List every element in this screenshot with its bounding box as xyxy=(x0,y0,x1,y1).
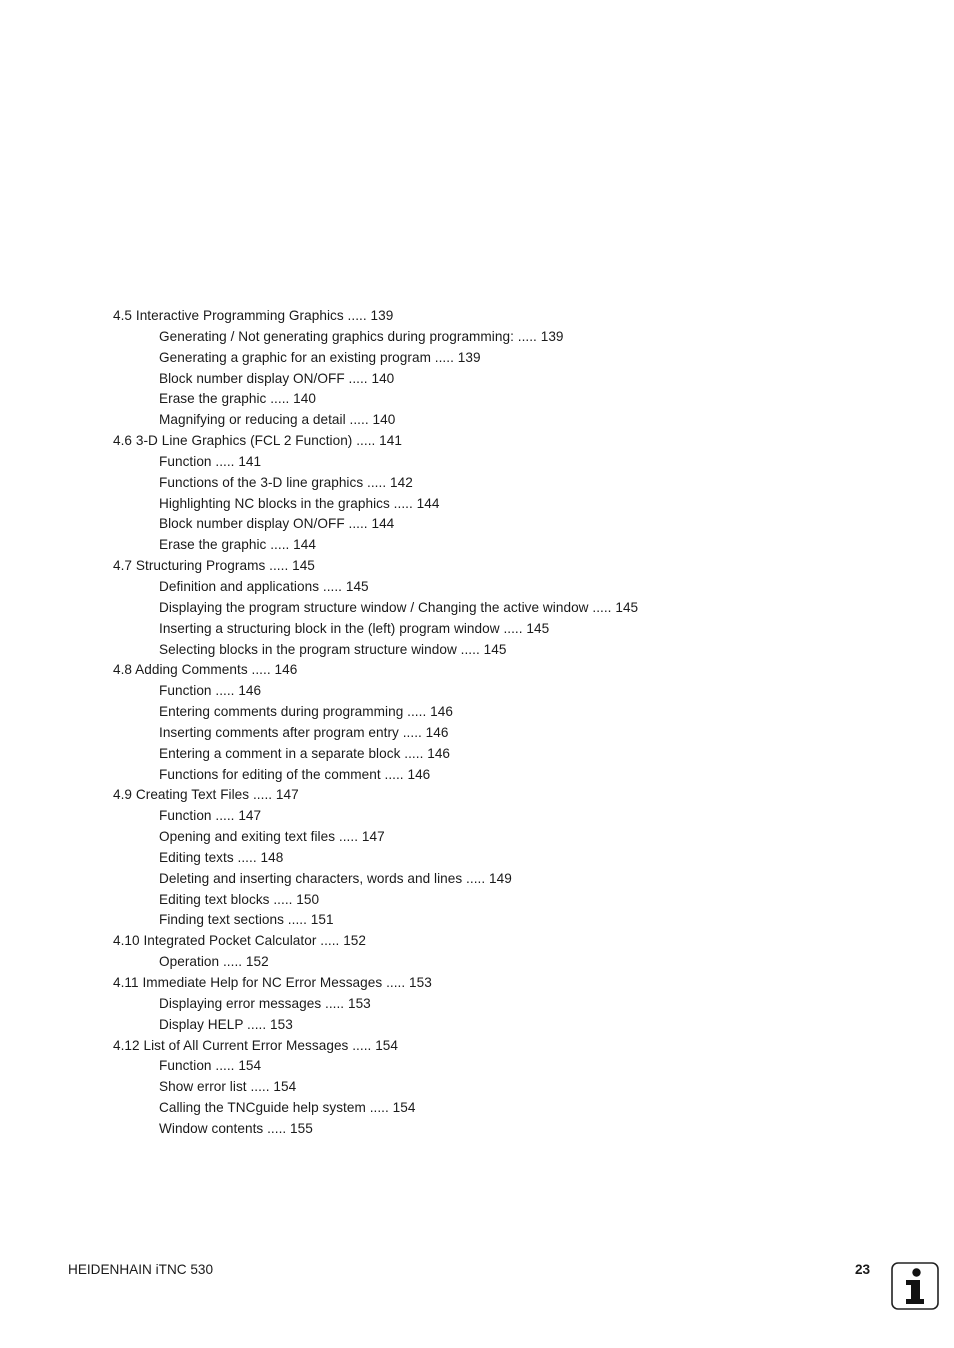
toc-subentry: Magnifying or reducing a detail ..... 140 xyxy=(159,412,396,428)
toc-subentry: Window contents ..... 155 xyxy=(159,1120,313,1136)
toc-subentry: Inserting comments after program entry ..... 146 xyxy=(159,724,449,740)
toc-section-entry: 4.11 Immediate Help for NC Error Messages ..... 153 xyxy=(113,975,432,990)
toc-subentry: Function ..... 146 xyxy=(159,683,262,699)
toc-subentry: Finding text sections ..... 151 xyxy=(159,912,334,928)
toc-subentry: Selecting blocks in the program structure window ..... 145 xyxy=(159,641,507,657)
toc-subentry: Display HELP ..... 153 xyxy=(159,1016,293,1032)
toc-subentry: Operation ..... 152 xyxy=(159,954,269,970)
toc-subentry: Generating / Not generating graphics during programming: ..... 139 xyxy=(159,328,564,344)
toc-subentry: Editing text blocks ..... 150 xyxy=(159,891,320,907)
toc-section-entry: 4.6 3-D Line Graphics (FCL 2 Function) ..... 141 xyxy=(113,433,403,449)
toc-subentry: Entering a comment in a separate block ..... 146 xyxy=(159,745,451,761)
toc-subentry: Generating a graphic for an existing program ..... 139 xyxy=(159,349,481,365)
toc-section-entry: 4.9 Creating Text Files ..... 147 xyxy=(113,787,299,803)
toc-subentry: Show error list ..... 154 xyxy=(159,1079,297,1095)
toc-subentry: Highlighting NC blocks in the graphics ..... 144 xyxy=(159,495,440,511)
toc-subentry: Function ..... 154 xyxy=(159,1058,262,1074)
page-number: 23 xyxy=(855,1262,871,1277)
toc-subentry: Function ..... 141 xyxy=(159,453,262,469)
toc-subentry: Erase the graphic ..... 144 xyxy=(159,537,317,553)
toc-subentry: Functions of the 3-D line graphics ..... 142 xyxy=(159,474,413,490)
toc-subentry: Inserting a structuring block in the (left) program window ..... 145 xyxy=(159,620,550,636)
toc-section-entry: 4.12 List of All Current Error Messages ..... 154 xyxy=(113,1037,399,1053)
toc-subentry: Function ..... 147 xyxy=(159,808,262,824)
toc-subentry: Calling the TNCguide help system ..... 154 xyxy=(159,1100,416,1116)
toc-subentry: Opening and exiting text files ..... 147 xyxy=(159,829,385,845)
footer-document-title: HEIDENHAIN iTNC 530 xyxy=(68,1262,214,1277)
toc-subentry: Functions for editing of the comment ..... 146 xyxy=(159,766,431,782)
toc-section-entry: 4.5 Interactive Programming Graphics ..... 139 xyxy=(113,308,394,323)
toc-subentry: Block number display ON/OFF ..... 144 xyxy=(159,516,395,532)
toc-subentry: Block number display ON/OFF ..... 140 xyxy=(159,370,395,386)
toc-subentry: Erase the graphic ..... 140 xyxy=(159,391,317,407)
toc-section-entry: 4.8 Adding Comments ..... 146 xyxy=(113,662,298,678)
toc-subentry: Entering comments during programming ..... 146 xyxy=(159,704,453,720)
toc-subentry: Deleting and inserting characters, words and lines ..... 149 xyxy=(159,870,512,886)
toc-subentry: Definition and applications ..... 145 xyxy=(159,578,369,594)
toc-section-entry: 4.7 Structuring Programs ..... 145 xyxy=(113,558,315,574)
toc-subentry: Displaying error messages ..... 153 xyxy=(159,995,371,1011)
toc-subentry: Displaying the program structure window / Changing the active window ..... 145 xyxy=(159,599,639,615)
info-icon xyxy=(891,1262,939,1310)
toc-section-entry: 4.10 Integrated Pocket Calculator ..... 152 xyxy=(113,933,367,949)
toc-subentry: Editing texts ..... 148 xyxy=(159,849,284,865)
table-of-contents xyxy=(113,306,813,1140)
